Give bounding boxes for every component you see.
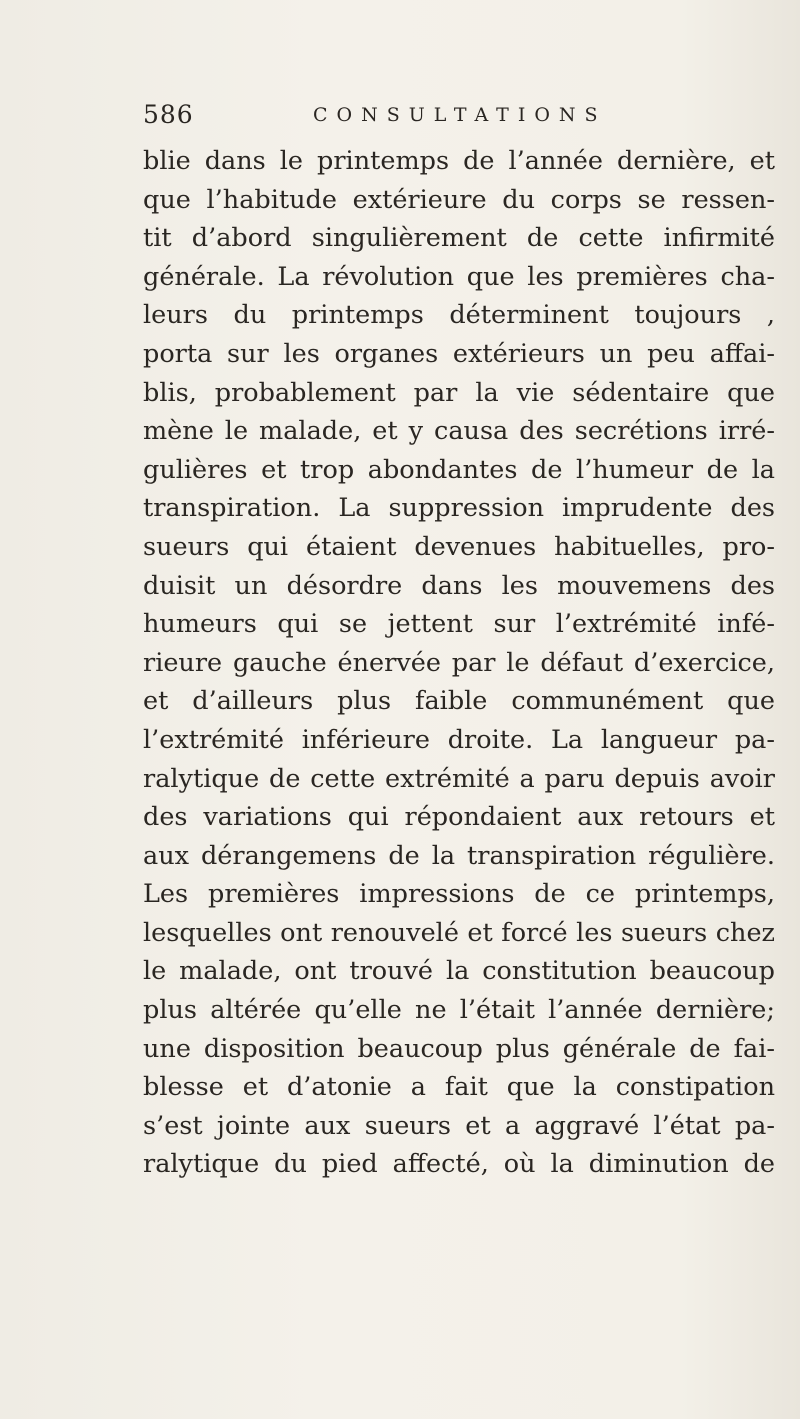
text-line: lesquelles ont renouvelé et forcé les sueurs chez: [143, 917, 775, 948]
text-line: gulières et trop abondantes de l’humeur de la: [143, 454, 775, 485]
text-line: mène le malade, et y causa des secrétions irré-: [143, 416, 775, 447]
page-number: 586: [143, 100, 194, 129]
text-line: tit d’abord singulièrement de cette infirmité: [143, 223, 775, 254]
text-line: générale. La révolution que les premières cha-: [143, 261, 775, 292]
text-line: que l’habitude extérieure du corps se ressen-: [143, 184, 775, 215]
text-line: ralytique du pied affecté, où la diminution de: [143, 1149, 775, 1180]
text-line: aux dérangemens de la transpiration régulière.: [143, 840, 775, 871]
text-line: blis, probablement par la vie sédentaire que: [143, 377, 775, 408]
text-line: plus altérée qu’elle ne l’était l’année dernière;: [143, 995, 775, 1026]
text-line: leurs du printemps déterminent toujours ,: [143, 300, 775, 331]
text-line: duisit un désordre dans les mouvemens des: [143, 570, 775, 601]
text-line: le malade, ont trouvé la constitution beaucoup: [143, 956, 775, 987]
text-line: des variations qui répondaient aux retours et: [143, 802, 775, 833]
text-line: rieure gauche énervée par le défaut d’exercice,: [143, 647, 775, 678]
text-line: porta sur les organes extérieurs un peu affai-: [143, 338, 775, 369]
text-line: blie dans le printemps de l’année dernière, et: [143, 146, 775, 176]
text-line: et d’ailleurs plus faible communément que: [143, 686, 775, 717]
page-header: [143, 100, 703, 136]
text-line: ralytique de cette extrémité a paru depuis avoir: [143, 763, 775, 794]
text-line: une disposition beaucoup plus générale de fai-: [143, 1033, 775, 1064]
body-text: [143, 142, 775, 1184]
text-line: blesse et d’atonie a fait que la constipation: [143, 1072, 775, 1103]
text-line: Les premières impressions de ce printemps,: [143, 879, 775, 910]
running-title: CONSULTATIONS: [313, 104, 607, 126]
text-line: sueurs qui étaient devenues habituelles, pro-: [143, 531, 775, 562]
text-line: l’extrémité inférieure droite. La langueur pa-: [143, 724, 775, 755]
text-line: s’est jointe aux sueurs et a aggravé l’état pa-: [143, 1110, 775, 1141]
text-line: humeurs qui se jettent sur l’extrémité infé-: [143, 609, 775, 640]
text-line: transpiration. La suppression imprudente des: [143, 493, 775, 524]
